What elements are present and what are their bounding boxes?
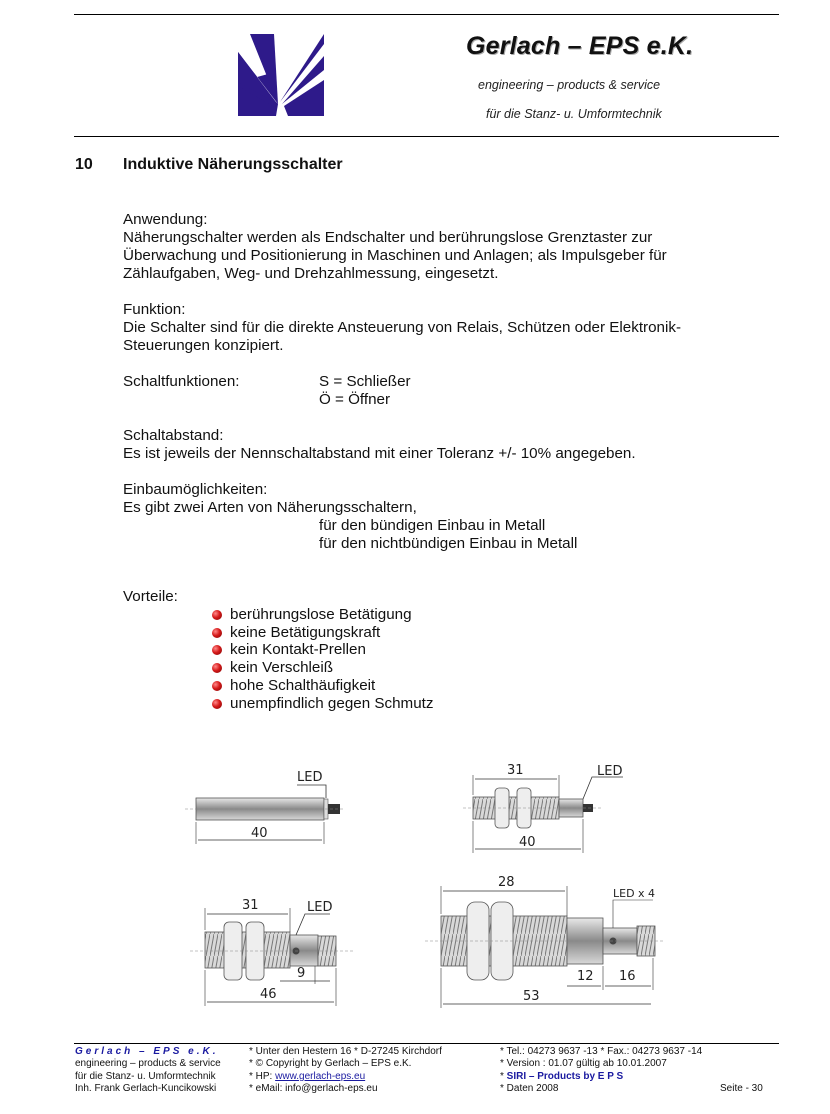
dim-label: 40 (519, 835, 536, 850)
header-bottom-rule (74, 136, 779, 137)
footer-tel-fax: * Tel.: 04273 9637 -13 * Fax.: 04273 9637 -14 (500, 1046, 703, 1057)
funktion-line: Die Schalter sind für die direkte Ansteuerung von Relais, Schützen oder Elektronik- (123, 319, 682, 336)
footer-daten: * Daten 2008 (500, 1083, 559, 1094)
einbau-option: für den nichtbündigen Einbau in Metall (319, 535, 578, 552)
footer-subtagline: für die Stanz- u. Umformtechnik (75, 1071, 216, 1082)
dim-label: 28 (498, 875, 515, 890)
header-top-rule (74, 14, 779, 15)
anwendung-line: Zählaufgaben, Weg- und Drehzahlmessung, eingesetzt. (123, 265, 499, 282)
footer-tagline: engineering – products & service (75, 1058, 221, 1069)
section-title: Induktive Näherungsschalter (123, 156, 343, 173)
schaltabstand-label: Schaltabstand: (123, 427, 224, 444)
dim-label: 31 (242, 898, 259, 913)
vorteile-item: kein Verschleiß (212, 659, 333, 677)
dim-label: 31 (507, 763, 524, 778)
einbau-label: Einbaumöglichkeiten: (123, 481, 268, 498)
schaltfunktion-value: S = Schließer (319, 373, 411, 390)
dim-label: 16 (619, 969, 636, 984)
dim-label: 53 (523, 989, 540, 1004)
bullet-icon (212, 681, 222, 691)
footer-version: * Version : 01.07 gültig ab 10.01.2007 (500, 1058, 667, 1069)
einbau-intro: Es gibt zwei Arten von Näherungsschaltern, (123, 499, 417, 516)
anwendung-label: Anwendung: (123, 211, 208, 228)
company-tagline: engineering – products & service (478, 78, 661, 92)
vorteile-item: keine Betätigungskraft (212, 624, 380, 642)
vorteile-item: berührungslose Betätigung (212, 606, 412, 624)
bullet-icon (212, 645, 222, 655)
bullet-icon (212, 610, 222, 620)
schaltabstand-text: Es ist jeweils der Nennschaltabstand mit einer Toleranz +/- 10% angegeben. (123, 445, 636, 462)
footer-owner: Inh. Frank Gerlach-Kuncikowski (75, 1083, 217, 1094)
drawing-smooth-sensor (185, 760, 365, 850)
company-subtagline: für die Stanz- u. Umformtechnik (486, 107, 662, 121)
footer-siri: * SIRI – Products by E P S (500, 1071, 624, 1082)
led-label: LED x 4 (613, 887, 656, 900)
company-logo (238, 34, 324, 116)
led-label: LED (297, 770, 323, 785)
footer-copyright: * © Copyright by Gerlach – EPS e.K. (249, 1058, 412, 1069)
footer-brand: Gerlach – EPS e.K. (75, 1046, 219, 1057)
funktion-label: Funktion: (123, 301, 186, 318)
dim-label: 40 (251, 826, 268, 841)
footer-homepage: * HP: www.gerlach-eps.eu (249, 1071, 366, 1082)
dim-label: 9 (297, 966, 306, 981)
bullet-icon (212, 628, 222, 638)
drawing-threaded-sensor-large (425, 868, 675, 1013)
footer-address: * Unter den Hestern 16 * D-27245 Kirchdorf (249, 1046, 442, 1057)
vorteile-label: Vorteile: (123, 588, 178, 605)
drawing-threaded-sensor-small (455, 755, 635, 855)
dim-label: 12 (577, 969, 594, 984)
anwendung-line: Näherungschalter werden als Endschalter und berührungslose Grenztaster zur (123, 229, 653, 246)
drawing-threaded-sensor-connector (190, 890, 360, 1010)
section-number: 10 (75, 156, 93, 173)
schaltfunktionen-label: Schaltfunktionen: (123, 373, 240, 390)
vorteile-item: unempfindlich gegen Schmutz (212, 695, 433, 713)
page-number: Seite - 30 (720, 1083, 763, 1094)
dim-label: 46 (260, 987, 277, 1002)
led-label: LED (307, 900, 333, 915)
funktion-line: Steuerungen konzipiert. (123, 337, 284, 354)
schaltfunktion-value: Ö = Öffner (319, 391, 391, 408)
anwendung-line: Überwachung und Positionierung in Maschinen und Anlagen; als Impulsgeber für (123, 247, 667, 264)
led-label: LED (597, 764, 623, 779)
bullet-icon (212, 699, 222, 709)
company-name: Gerlach – EPS e.K. (466, 32, 694, 60)
footer-rule (74, 1043, 779, 1044)
bullet-icon (212, 663, 222, 673)
vorteile-item: hohe Schalthäufigkeit (212, 677, 375, 695)
vorteile-item: kein Kontakt-Prellen (212, 641, 366, 659)
homepage-link[interactable]: www.gerlach-eps.eu (275, 1071, 366, 1082)
einbau-option: für den bündigen Einbau in Metall (319, 517, 546, 534)
footer-email: * eMail: info@gerlach-eps.eu (249, 1083, 378, 1094)
